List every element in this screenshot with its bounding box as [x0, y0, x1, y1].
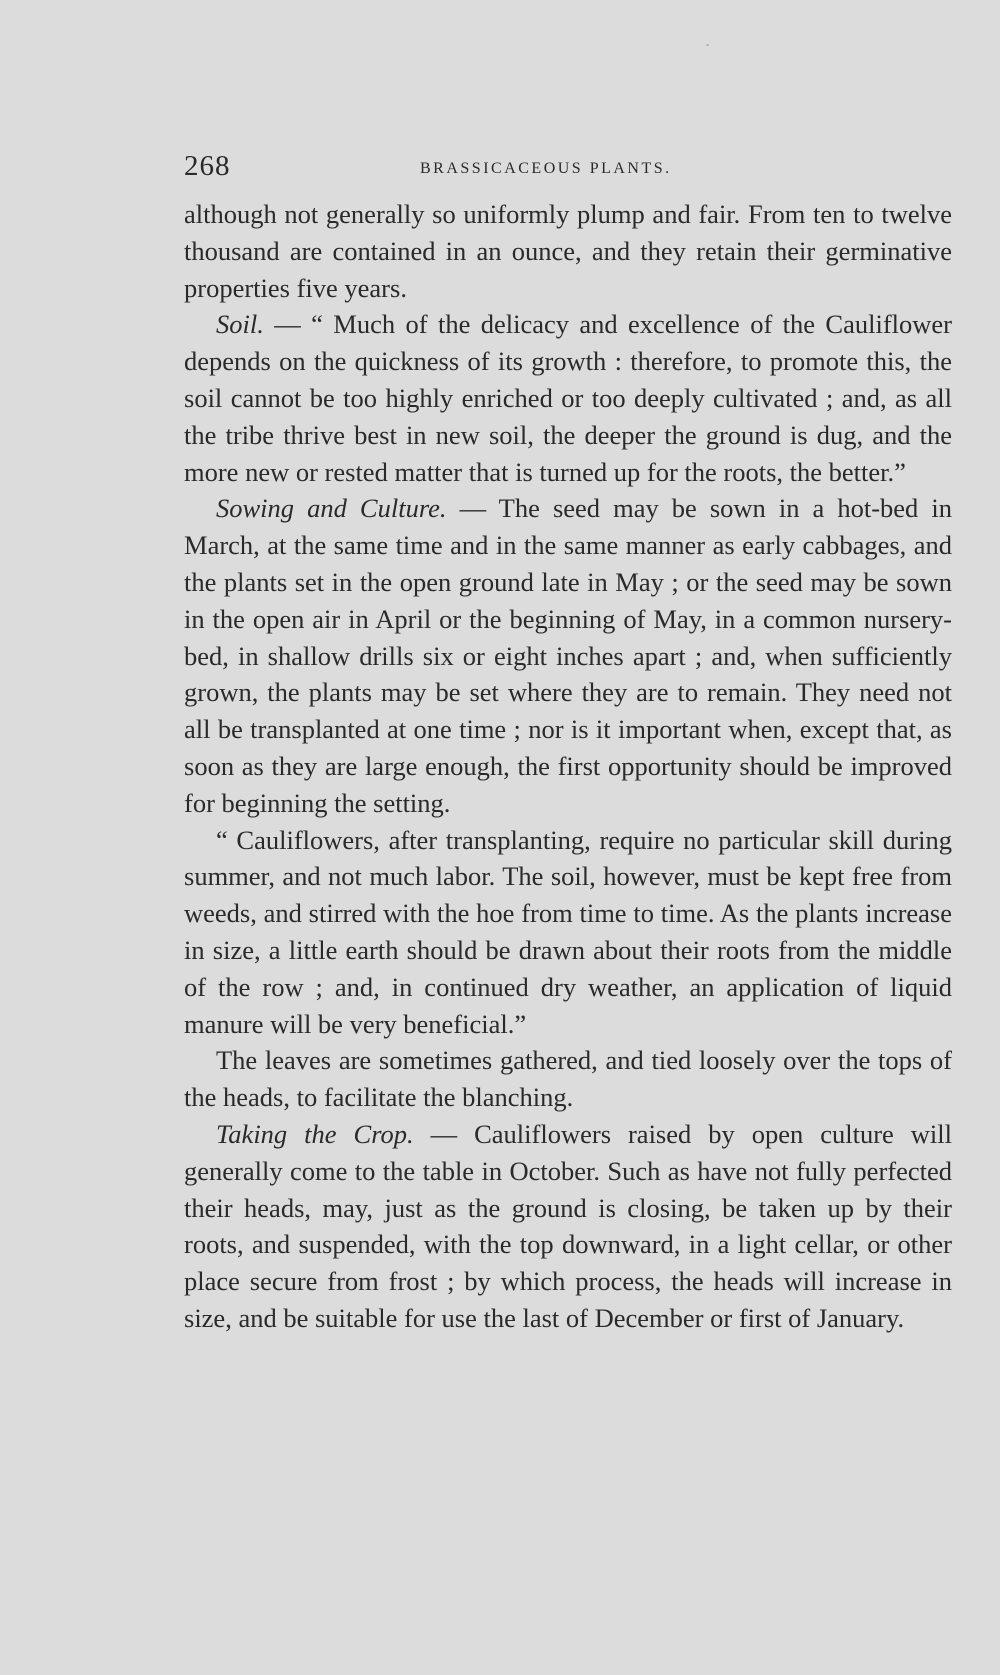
section-heading-sowing-and-culture: Sowing and Culture.	[216, 493, 447, 524]
paragraph-text: although not generally so uniformly plump and fair. From ten to twelve thousand are contained in an ounce, and they retain their germinative properties five years.	[184, 199, 952, 303]
paragraph-continuation	[184, 196, 952, 306]
section-heading-soil: Soil.	[216, 309, 264, 340]
paragraph-soil	[184, 306, 952, 490]
running-title: BRASSICACEOUS PLANTS.	[420, 160, 672, 177]
page-number: 268	[184, 150, 231, 182]
running-head	[184, 150, 952, 196]
paragraph-text: “ Cauliflowers, after transplanting, require no particular skill during summer, and not much labor. The soil, however, must be kept free from weeds, and stirred with the hoe from time to time. As the plants increase in size, a little earth should be drawn about their roots from the middle of the row ; and, in continued dry weather, an application of liquid manure will be very beneficial.”	[184, 824, 952, 1039]
paragraph-text: The leaves are sometimes gathered, and tied loosely over the tops of the heads, to facilitate the blanching.	[184, 1045, 952, 1113]
paragraph-text: — Cauliflowers raised by open culture will generally come to the table in October. Such as have not fully perfected their heads, may, just as the ground is closing, be taken up by their roots, and suspended, with the top downward, in a light cellar, or other place secure from frost ; by which process, the heads will increase in size, and be suitable for use the last of December or first of January.	[184, 1118, 952, 1333]
paragraph-leaves	[184, 1042, 952, 1116]
paper-speck	[706, 44, 709, 46]
paragraph-cauliflowers-quote	[184, 822, 952, 1043]
paragraph-taking-the-crop	[184, 1116, 952, 1337]
book-page	[184, 150, 952, 1337]
paragraph-sowing-and-culture	[184, 490, 952, 821]
paragraph-text: — “ Much of the delicacy and excellence of the Cauliflower depends on the quickness of its growth : therefore, to promote this, the soil cannot be too highly enriched or too deeply cultivated ; and, as all the tribe thrive best in new soil, the deeper the ground is dug, and the more new or rested matter that is turned up for the roots, the better.”	[184, 309, 952, 487]
section-heading-taking-the-crop: Taking the Crop.	[216, 1118, 414, 1149]
body-text	[184, 196, 952, 1337]
paragraph-text: — The seed may be sown in a hot-bed in March, at the same time and in the same manner as early cabbages, and the plants set in the open ground late in May ; or the seed may be sown in the open air in April or the beginning of May, in a common nursery-bed, in shallow drills six or eight inches apart ; and, when sufficiently grown, the plants may be set where they are to remain. They need not all be transplanted at one time ; nor is it important when, except that, as soon as they are large enough, the first opportunity should be improved for beginning the setting.	[184, 493, 952, 818]
